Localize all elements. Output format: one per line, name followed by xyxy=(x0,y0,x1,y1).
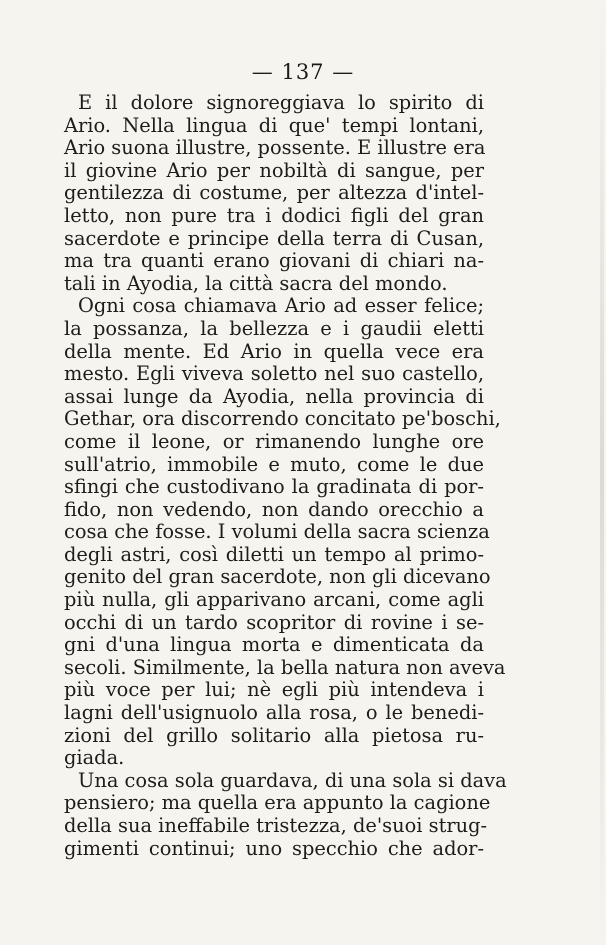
text-line: tali in Ayodia, la città sacra del mondo. xyxy=(64,271,448,295)
text-line: fido, non vedendo, non dando orecchio a xyxy=(64,497,484,521)
text-line: degli astri, così diletti un tempo al primo- xyxy=(64,542,484,566)
text-line: gentilezza di costume, per altezza d'intel- xyxy=(64,181,484,205)
text-line: sacerdote e principe della terra di Cusan, xyxy=(64,226,484,250)
text-line: mesto. Egli viveva soletto nel suo castello, xyxy=(64,362,484,386)
text-line: sull'atrio, immobile e muto, come le due xyxy=(64,452,484,476)
text-line: Ogni cosa chiamava Ario ad esser felice; xyxy=(78,294,484,318)
text-line: cosa che fosse. I volumi della sacra scienza xyxy=(64,520,490,544)
text-line: letto, non pure tra i dodici figli del gran xyxy=(64,203,484,227)
text-line: più nulla, gli apparivano arcani, come agli xyxy=(64,588,484,612)
text-line: Ario suona illustre, possente. E illustre era xyxy=(64,136,486,160)
text-line: occhi di un tardo scopritor di rovine i se- xyxy=(64,610,484,634)
text-line: Ario. Nella lingua di que' tempi lontani, xyxy=(64,113,484,137)
text-line: assai lunge da Ayodia, nella provincia di xyxy=(64,384,484,408)
text-line: Gethar, ora discorrendo concitato pe'boschi, xyxy=(64,407,501,431)
text-line: Una cosa sola guardava, di una sola si dava xyxy=(78,768,507,792)
page-number: — 137 — xyxy=(251,60,355,84)
text-line: gni d'una lingua morta e dimenticata da xyxy=(64,633,484,657)
text-line: come il leone, or rimanendo lunghe ore xyxy=(64,429,484,453)
text-line: della sua ineffabile tristezza, de'suoi strug- xyxy=(64,814,488,837)
text-line: della mente. Ed Ario in quella vece era xyxy=(64,339,484,363)
text-line: zioni del grillo solitario alla pietosa ru- xyxy=(64,723,484,747)
text-line: pensiero; ma quella era appunto la cagione xyxy=(64,791,491,815)
text-line: gimenti continui; uno specchio che ador- xyxy=(64,836,484,860)
text-line: il giovine Ario per nobiltà di sangue, per xyxy=(64,158,484,182)
text-line: genito del gran sacerdote, non gli dicevano xyxy=(64,565,491,589)
text-line: giada. xyxy=(64,746,125,770)
text-line: secoli. Similmente, la bella natura non aveva xyxy=(64,655,506,679)
page-text xyxy=(64,91,507,860)
text-line: sfingi che custodivano la gradinata di por- xyxy=(64,475,484,499)
text-line: lagni dell'usignuolo alla rosa, o le benedi- xyxy=(64,701,484,725)
text-line: ma tra quanti erano giovani di chiari na- xyxy=(64,249,484,273)
text-line: E il dolore signoreggiava lo spirito di xyxy=(78,91,484,114)
page-edge-shadow xyxy=(600,0,604,945)
text-line: la possanza, la bellezza e i gaudii eletti xyxy=(64,316,484,340)
text-line: più voce per lui; nè egli più intendeva i xyxy=(64,678,484,702)
